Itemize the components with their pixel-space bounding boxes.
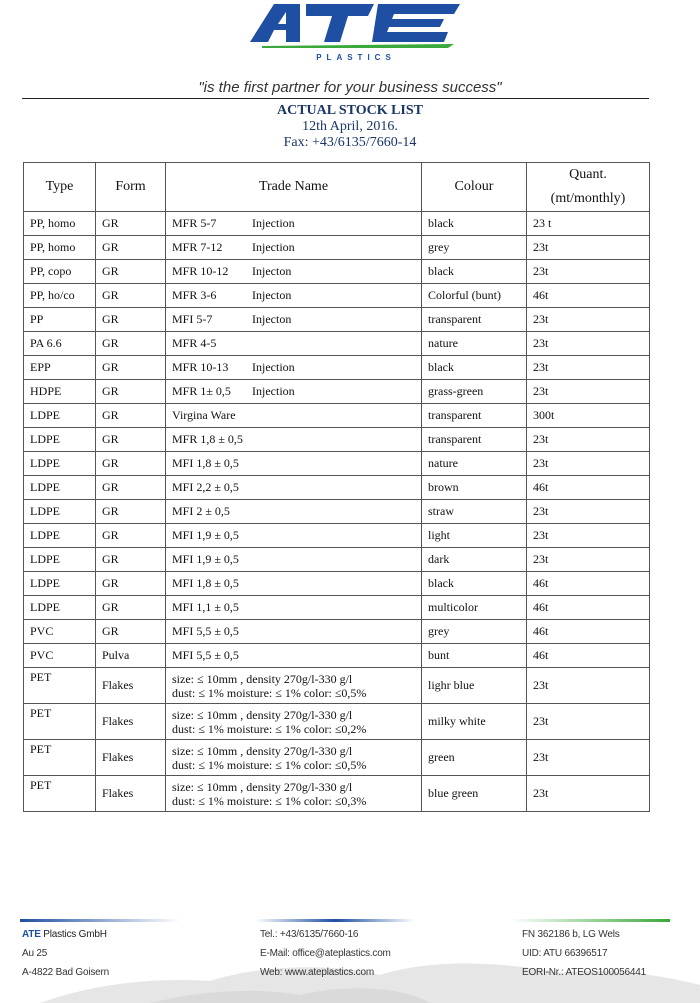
trade-grade: MFR 3-6 — [172, 288, 217, 302]
cell-trade-name — [166, 500, 422, 524]
table-row — [24, 596, 650, 620]
table-row — [24, 668, 650, 704]
cell-quant: 23t — [527, 380, 650, 404]
cell-type: PP, homo — [24, 236, 96, 260]
cell-type: PET — [24, 776, 96, 812]
trade-process: Injection — [252, 216, 295, 230]
cell-trade-name — [166, 776, 422, 812]
footer-email[interactable]: E-Mail: office@ateplastics.com — [260, 948, 391, 959]
footer-uid: UID: ATU 66396517 — [522, 948, 608, 959]
cell-trade-name — [166, 452, 422, 476]
cell-trade-name — [166, 428, 422, 452]
cell-colour: grey — [422, 620, 527, 644]
cell-trade-name — [166, 308, 422, 332]
footer-accent-line — [20, 919, 180, 922]
footer-web[interactable]: Web: www.ateplastics.com — [260, 967, 374, 978]
trade-spec-line-1: size: ≤ 10mm , density 270g/l-330 g/l — [172, 671, 353, 686]
table-row — [24, 500, 650, 524]
trade-grade: MFR 1± 0,5 — [172, 384, 231, 398]
cell-trade-name — [166, 356, 422, 380]
footer-registration-block — [522, 925, 646, 982]
trade-spec-line-2: dust: ≤ 1% moisture: ≤ 1% color: ≤0,5% — [172, 757, 367, 772]
cell-colour: transparent — [422, 404, 527, 428]
trade-spec-line-2: dust: ≤ 1% moisture: ≤ 1% color: ≤0,2% — [172, 721, 367, 736]
table-row — [24, 704, 650, 740]
trade-grade: MFI 1,1 ± 0,5 — [172, 600, 239, 614]
table-row — [24, 260, 650, 284]
trade-grade: MFR 10-13 — [172, 360, 229, 374]
cell-trade-name — [166, 236, 422, 260]
cell-quant: 23t — [527, 308, 650, 332]
col-header-quant-unit: (mt/monthly) — [550, 191, 626, 206]
cell-type: PET — [24, 704, 96, 740]
table-row — [24, 548, 650, 572]
cell-type: PP, ho/co — [24, 284, 96, 308]
cell-type: LDPE — [24, 500, 96, 524]
cell-trade-name — [166, 704, 422, 740]
cell-colour: lighr blue — [422, 668, 527, 704]
cell-trade-name — [166, 260, 422, 284]
cell-form: GR — [96, 284, 166, 308]
trade-grade: MFI 2,2 ± 0,5 — [172, 480, 239, 494]
table-row — [24, 284, 650, 308]
document-date: 12th April, 2016. — [302, 119, 398, 134]
table-row — [24, 332, 650, 356]
trade-grade: MFI 5,5 ± 0,5 — [172, 648, 239, 662]
table-row — [24, 356, 650, 380]
cell-trade-name — [166, 596, 422, 620]
cell-form: GR — [96, 548, 166, 572]
cell-colour: nature — [422, 452, 527, 476]
document-title: ACTUAL STOCK LIST — [276, 103, 423, 118]
trade-grade: MFI 1,8 ± 0,5 — [172, 576, 239, 590]
table-row — [24, 236, 650, 260]
cell-colour: straw — [422, 500, 527, 524]
cell-type: LDPE — [24, 572, 96, 596]
trade-spec-line-1: size: ≤ 10mm , density 270g/l-330 g/l — [172, 779, 353, 794]
company-address-line-2: A-4822 Bad Goisern — [22, 967, 110, 978]
cell-type: LDPE — [24, 452, 96, 476]
table-row — [24, 404, 650, 428]
cell-form: GR — [96, 452, 166, 476]
table-row — [24, 740, 650, 776]
cell-form: GR — [96, 596, 166, 620]
trade-grade: MFR 4-5 — [172, 336, 217, 350]
logo-subtext: PLASTICS — [316, 53, 396, 62]
cell-trade-name — [166, 380, 422, 404]
tagline: "is the first partner for your business success" — [198, 79, 502, 96]
col-header-form: Form — [96, 163, 166, 212]
cell-quant: 23t — [527, 428, 650, 452]
col-header-colour: Colour — [422, 163, 527, 212]
cell-quant: 300t — [527, 404, 650, 428]
fax-number: Fax: +43/6135/7660-14 — [283, 135, 417, 150]
cell-form: GR — [96, 212, 166, 236]
cell-trade-name — [166, 212, 422, 236]
cell-type: EPP — [24, 356, 96, 380]
trade-process: Injecton — [252, 288, 292, 302]
cell-quant: 23t — [527, 524, 650, 548]
page-footer — [0, 915, 700, 1003]
cell-form: GR — [96, 260, 166, 284]
cell-quant: 23t — [527, 668, 650, 704]
cell-quant: 46t — [527, 572, 650, 596]
cell-trade-name — [166, 644, 422, 668]
trade-grade: MFI 1,9 ± 0,5 — [172, 528, 239, 542]
cell-trade-name — [166, 620, 422, 644]
trade-grade: MFR 10-12 — [172, 264, 229, 278]
cell-colour: bunt — [422, 644, 527, 668]
cell-type: LDPE — [24, 476, 96, 500]
cell-form: GR — [96, 380, 166, 404]
cell-form: GR — [96, 356, 166, 380]
table-row — [24, 428, 650, 452]
cell-quant: 46t — [527, 620, 650, 644]
cell-form: GR — [96, 500, 166, 524]
table-row — [24, 644, 650, 668]
cell-colour: transparent — [422, 428, 527, 452]
cell-colour: brown — [422, 476, 527, 500]
cell-colour: nature — [422, 332, 527, 356]
ate-plastics-logo — [248, 2, 464, 64]
footer-tel: Tel.: +43/6135/7660-16 — [260, 929, 359, 940]
trade-grade: MFI 1,9 ± 0,5 — [172, 552, 239, 566]
cell-quant: 23t — [527, 236, 650, 260]
footer-eori: EORI-Nr.: ATEOS100056441 — [522, 967, 646, 978]
cell-quant: 23t — [527, 356, 650, 380]
cell-trade-name — [166, 524, 422, 548]
cell-form: GR — [96, 332, 166, 356]
cell-form: GR — [96, 308, 166, 332]
table-row — [24, 452, 650, 476]
trade-grade: MFR 5-7 — [172, 216, 217, 230]
footer-accent-line — [255, 919, 415, 922]
cell-form: GR — [96, 404, 166, 428]
trade-spec-line-2: dust: ≤ 1% moisture: ≤ 1% color: ≤0,5% — [172, 685, 367, 700]
cell-type: PVC — [24, 644, 96, 668]
cell-form: GR — [96, 236, 166, 260]
trade-process: Injecton — [252, 312, 292, 326]
col-header-quant-label: Quant. — [569, 167, 607, 182]
table-row — [24, 380, 650, 404]
cell-quant: 23 t — [527, 212, 650, 236]
cell-quant: 23t — [527, 452, 650, 476]
cell-type: PP, copo — [24, 260, 96, 284]
cell-trade-name — [166, 548, 422, 572]
trade-process: Injecton — [252, 264, 292, 278]
trade-grade: MFI 1,8 ± 0,5 — [172, 456, 239, 470]
cell-quant: 46t — [527, 596, 650, 620]
table-header-row — [24, 163, 650, 212]
cell-trade-name — [166, 284, 422, 308]
company-address-line-1: Au 25 — [22, 948, 48, 959]
table-body — [24, 212, 650, 812]
trade-spec-line-2: dust: ≤ 1% moisture: ≤ 1% color: ≤0,3% — [172, 793, 367, 808]
cell-form: Flakes — [96, 776, 166, 812]
cell-trade-name — [166, 332, 422, 356]
cell-type: PET — [24, 668, 96, 704]
cell-quant: 23t — [527, 776, 650, 812]
cell-colour: black — [422, 260, 527, 284]
cell-type: PET — [24, 740, 96, 776]
trade-grade: MFI 5-7 — [172, 312, 213, 326]
trade-grade: Virgina Ware — [172, 408, 236, 422]
cell-type: HDPE — [24, 380, 96, 404]
cell-quant: 46t — [527, 476, 650, 500]
cell-quant: 23t — [527, 740, 650, 776]
cell-trade-name — [166, 668, 422, 704]
table-row — [24, 572, 650, 596]
cell-type: LDPE — [24, 596, 96, 620]
table-row — [24, 212, 650, 236]
cell-colour: multicolor — [422, 596, 527, 620]
cell-colour: black — [422, 212, 527, 236]
cell-colour: green — [422, 740, 527, 776]
trade-spec-line-1: size: ≤ 10mm , density 270g/l-330 g/l — [172, 707, 353, 722]
trade-grade: MFR 7-12 — [172, 240, 223, 254]
footer-fn: FN 362186 b, LG Wels — [522, 929, 620, 940]
trade-grade: MFI 5,5 ± 0,5 — [172, 624, 239, 638]
stock-table — [23, 162, 650, 812]
trade-grade: MFI 2 ± 0,5 — [172, 504, 230, 518]
cell-type: PP — [24, 308, 96, 332]
trade-process: Injection — [252, 240, 295, 254]
cell-quant: 46t — [527, 644, 650, 668]
cell-type: PP, homo — [24, 212, 96, 236]
cell-form: GR — [96, 476, 166, 500]
cell-colour: black — [422, 356, 527, 380]
cell-quant: 23t — [527, 704, 650, 740]
document-header — [0, 103, 700, 151]
col-header-type: Type — [24, 163, 96, 212]
trade-process: Injection — [252, 384, 295, 398]
cell-colour: dark — [422, 548, 527, 572]
table-row — [24, 620, 650, 644]
table-row — [24, 476, 650, 500]
cell-form: GR — [96, 572, 166, 596]
cell-form: Pulva — [96, 644, 166, 668]
cell-trade-name — [166, 740, 422, 776]
cell-colour: transparent — [422, 308, 527, 332]
cell-quant: 23t — [527, 548, 650, 572]
cell-trade-name — [166, 572, 422, 596]
cell-type: PVC — [24, 620, 96, 644]
table-row — [24, 776, 650, 812]
trade-grade: MFR 1,8 ± 0,5 — [172, 432, 243, 446]
cell-type: PA 6.6 — [24, 332, 96, 356]
cell-colour: grey — [422, 236, 527, 260]
footer-company-block — [22, 925, 109, 982]
cell-trade-name — [166, 476, 422, 500]
table-row — [24, 308, 650, 332]
trade-spec-line-1: size: ≤ 10mm , density 270g/l-330 g/l — [172, 743, 353, 758]
cell-colour: milky white — [422, 704, 527, 740]
cell-quant: 46t — [527, 284, 650, 308]
cell-form: Flakes — [96, 668, 166, 704]
cell-quant: 23t — [527, 332, 650, 356]
cell-type: LDPE — [24, 524, 96, 548]
cell-quant: 23t — [527, 260, 650, 284]
col-header-trade-name: Trade Name — [166, 163, 422, 212]
cell-form: Flakes — [96, 704, 166, 740]
trade-process: Injection — [252, 360, 295, 374]
col-header-quant — [527, 163, 650, 212]
cell-form: GR — [96, 524, 166, 548]
cell-type: LDPE — [24, 428, 96, 452]
divider — [22, 98, 649, 99]
cell-trade-name — [166, 404, 422, 428]
cell-form: GR — [96, 620, 166, 644]
cell-colour: black — [422, 572, 527, 596]
footer-accent-line — [510, 919, 670, 922]
cell-form: GR — [96, 428, 166, 452]
cell-type: LDPE — [24, 548, 96, 572]
cell-colour: light — [422, 524, 527, 548]
cell-colour: grass-green — [422, 380, 527, 404]
cell-type: LDPE — [24, 404, 96, 428]
cell-colour: Colorful (bunt) — [422, 284, 527, 308]
cell-colour: blue green — [422, 776, 527, 812]
footer-contact-block — [260, 925, 391, 982]
company-name: ATE Plastics GmbH — [22, 929, 107, 940]
cell-quant: 23t — [527, 500, 650, 524]
table-row — [24, 524, 650, 548]
cell-form: Flakes — [96, 740, 166, 776]
